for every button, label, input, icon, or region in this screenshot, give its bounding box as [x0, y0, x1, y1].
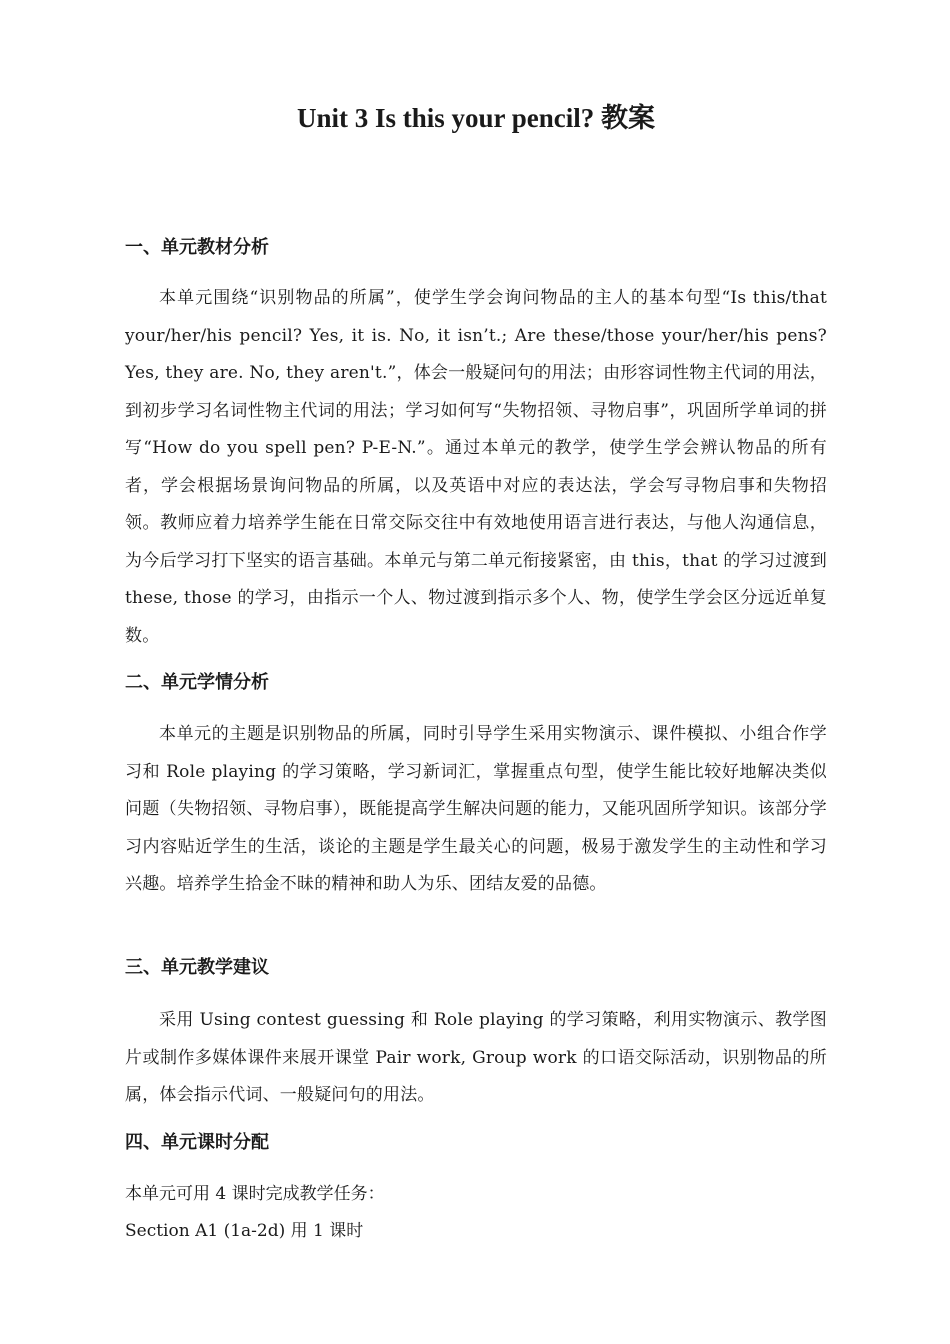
section-paragraph-learner-analysis: 本单元的主题是识别物品的所属，同时引导学生采用实物演示、课件模拟、小组合作学习和 Role playing 的学习策略，学习新词汇，掌握重点句型，使学生能比较好地解决类似问题（失物招领、寻物启事），既能提高学生解决问题的能力，又能巩固所学知识。该部分学习内容贴近学生的生活，谈论的主题是学生最关心的问题，极易于激发学生的主动性和学习兴趣。培养学生拾金不昧的精神和助人为乐、团结友爱的品德。	[125, 724, 827, 894]
section-heading-teaching-suggestions: 三、单元教学建议	[125, 957, 269, 978]
document-title: Unit 3 Is this your pencil? 教案	[296, 103, 656, 133]
section-heading-lesson-allocation: 四、单元课时分配	[125, 1132, 269, 1153]
lesson-allocation-line: Section A1 (1a-2d) 用 1 课时	[125, 1221, 364, 1241]
section-paragraph-teaching-suggestions: 采用 Using contest guessing 和 Role playing 的学习策略，利用实物演示、教学图片或制作多媒体课件来展开课堂 Pair work, Group work 的口语交际活动，识别物品的所属，体会指示代词、一般疑问句的用法。	[125, 1010, 827, 1105]
section-heading-textbook-analysis: 一、单元教材分析	[125, 237, 269, 258]
section-heading-learner-analysis: 二、单元学情分析	[125, 672, 269, 693]
lesson-allocation-line: 本单元可用 4 课时完成教学任务：	[125, 1184, 385, 1204]
section-paragraph-textbook-analysis: 本单元围绕“识别物品的所属”，使学生学会询问物品的主人的基本句型“Is this/that your/her/his pencil? Yes, it is. No, it isn’t.; Are these/those your/her/his pens? Yes, they are. No, they aren't.”，体会一般疑问句的用法；由形容词性物主代词的用法，到初步学习名词性物主代词的用法；学习如何写“失物招领、寻物启事”，巩固所学单词的拼写“How do you spell pen? P-E-N.”。通过本单元的教学，使学生学会辨认物品的所有者，学会根据场景询问物品的所属，以及英语中对应的表达法，学会写寻物启事和失物招领。教师应着力培养学生能在日常交际交往中有效地使用语言进行表达，与他人沟通信息，为今后学习打下坚实的语言基础。本单元与第二单元衔接紧密，由 this，that 的学习过渡到 these, those 的学习，由指示一个人、物过渡到指示多个人、物，使学生学会区分远近单复数。	[125, 288, 827, 646]
